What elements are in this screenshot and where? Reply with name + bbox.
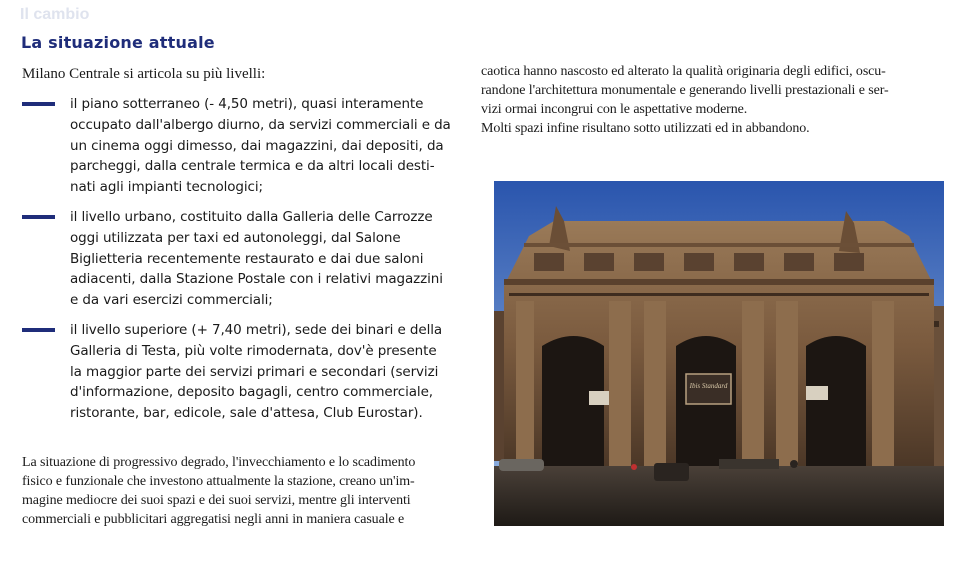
line: il piano sotterraneo (- 4,50 metri), quasi interamente <box>70 96 424 112</box>
line: ristorante, bar, edicole, sale d'attesa, Club Eurostar). <box>70 405 423 422</box>
line: oggi utilizzata per taxi ed autonoleggi, dal Salone <box>70 229 401 246</box>
line: La situazione di progressivo degrado, l'invecchiamento e lo scadimento <box>22 455 416 470</box>
station-facade-photo <box>494 181 944 526</box>
line: Biglietteria recentemente restaurato e dai due saloni <box>70 250 424 267</box>
line: adiacenti, dalla Stazione Postale con i relativi magazzini <box>70 271 443 288</box>
paragraph-degradation <box>22 453 470 529</box>
line: il livello urbano, costituito dalla Galleria delle Carrozze <box>70 208 433 225</box>
levels-list <box>22 94 470 433</box>
line: Molti spazi infine risultano sotto utilizzati ed in abbandono. <box>481 121 810 136</box>
line: e da vari esercizi commerciali; <box>70 292 273 309</box>
line: magine mediocre dei suoi spazi e dei suoi servizi, mentre gli interventi <box>22 493 411 508</box>
level-item-urban <box>22 207 470 311</box>
line: fisico e funzionale che investono attualmente la stazione, creano un'im- <box>22 474 415 489</box>
ghost-heading: Il cambio <box>20 6 90 23</box>
line: parcheggi, dalla centrale termica e da altri locali desti- <box>70 158 435 175</box>
line: randone l'architettura monumentale e generando livelli prestazionali e ser- <box>481 83 889 98</box>
paragraph-continuation <box>481 62 953 138</box>
line: la maggior parte dei servizi primari e secondari (servizi <box>70 363 439 380</box>
level-item-underground <box>22 94 470 198</box>
bullet-dash-icon <box>22 328 55 332</box>
line: nati agli impianti tecnologici; <box>70 179 263 196</box>
line: occupato dall'albergo diurno, da servizi commerciali e da <box>70 116 451 133</box>
intro-text: Milano Centrale si articola su più livelli: <box>22 66 266 82</box>
line: commerciali e pubblicitari aggregatisi negli anni in maniera casuale e <box>22 512 405 527</box>
line: caotica hanno nascosto ed alterato la qualità originaria degli edifici, oscu- <box>481 64 886 79</box>
line: Galleria di Testa, più volte rimodernata, dov'è presente <box>70 342 437 359</box>
bullet-dash-icon <box>22 102 55 106</box>
line: d'informazione, deposito bagagli, centro commerciale, <box>70 384 433 401</box>
line: il livello superiore (+ 7,40 metri), sede dei binari e della <box>70 321 443 338</box>
sign-text: Ibis Standard <box>689 382 728 390</box>
level-item-upper <box>22 320 470 424</box>
line: un cinema oggi dimesso, dai magazzini, dai depositi, da <box>70 137 444 154</box>
bullet-dash-icon <box>22 215 55 219</box>
section-heading: La situazione attuale <box>21 33 215 52</box>
line: vizi ormai incongrui con le aspettative moderne. <box>481 102 748 117</box>
